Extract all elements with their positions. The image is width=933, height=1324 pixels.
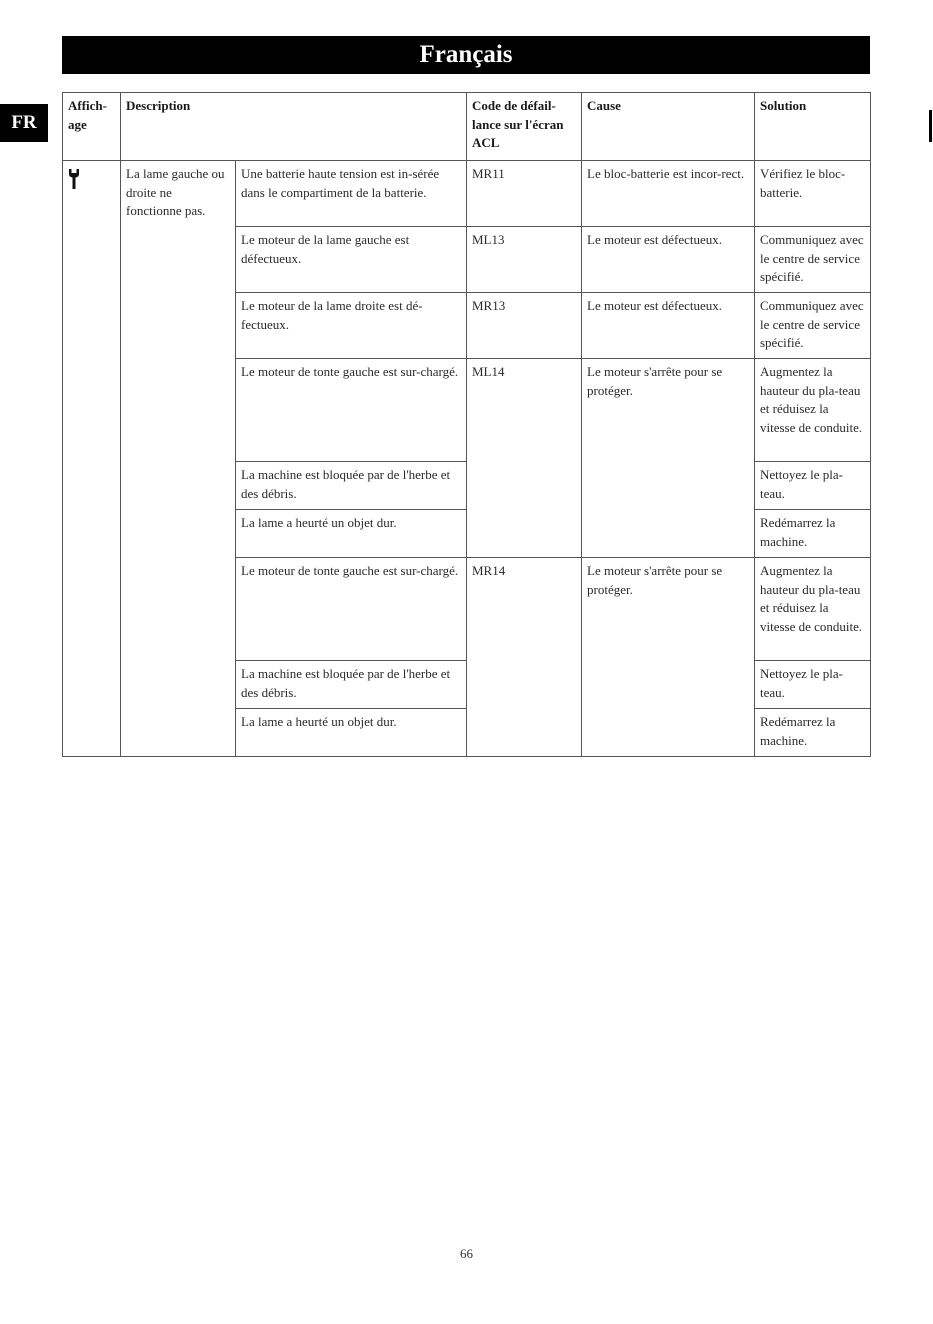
detail-cell: La machine est bloquée par de l'herbe et des débris. xyxy=(236,661,467,709)
detail-cell: La lame a heurté un objet dur. xyxy=(236,510,467,558)
cause-cell: Le bloc-batterie est incor-rect. xyxy=(582,161,755,227)
header-description: Description xyxy=(121,93,467,161)
header-solution: Solution xyxy=(755,93,871,161)
language-tab: FR xyxy=(0,104,48,142)
solution-cell: Augmentez la hauteur du pla-teau et réduisez la vitesse de conduite. xyxy=(755,359,871,462)
code-cell: ML13 xyxy=(467,227,582,293)
detail-cell: Le moteur de tonte gauche est sur-chargé. xyxy=(236,359,467,462)
code-cell: MR11 xyxy=(467,161,582,227)
solution-cell: Nettoyez le pla-teau. xyxy=(755,661,871,709)
code-cell: MR14 xyxy=(467,558,582,757)
cause-cell: Le moteur s'arrête pour se protéger. xyxy=(582,359,755,558)
detail-cell: Le moteur de la lame droite est dé-fectueux. xyxy=(236,293,467,359)
detail-cell: Le moteur de la lame gauche est défectueux. xyxy=(236,227,467,293)
wrench-icon xyxy=(68,168,80,196)
display-cell xyxy=(63,161,121,757)
solution-cell: Communiquez avec le centre de service spécifié. xyxy=(755,227,871,293)
detail-cell: Le moteur de tonte gauche est sur-chargé. xyxy=(236,558,467,661)
edge-marker xyxy=(929,110,932,142)
cause-cell: Le moteur est défectueux. xyxy=(582,227,755,293)
troubleshooting-table xyxy=(62,92,871,757)
detail-cell: Une batterie haute tension est in-sérée dans le compartiment de la batterie. xyxy=(236,161,467,227)
header-display: Affich-age xyxy=(63,93,121,161)
header-code: Code de défail-lance sur l'écran ACL xyxy=(467,93,582,161)
detail-cell: La lame a heurté un objet dur. xyxy=(236,709,467,757)
code-cell: ML14 xyxy=(467,359,582,558)
solution-cell: Redémarrez la machine. xyxy=(755,510,871,558)
detail-cell: La machine est bloquée par de l'herbe et des débris. xyxy=(236,462,467,510)
page-title: Français xyxy=(62,36,870,74)
page-number: 66 xyxy=(460,1246,473,1261)
solution-cell: Augmentez la hauteur du pla-teau et réduisez la vitesse de conduite. xyxy=(755,558,871,661)
cause-cell: Le moteur est défectueux. xyxy=(582,293,755,359)
solution-cell: Nettoyez le pla-teau. xyxy=(755,462,871,510)
code-cell: MR13 xyxy=(467,293,582,359)
symptom-cell: La lame gauche ou droite ne fonctionne pas. xyxy=(121,161,236,757)
table-header-row xyxy=(63,93,871,161)
solution-cell: Vérifiez le bloc-batterie. xyxy=(755,161,871,227)
solution-cell: Communiquez avec le centre de service spécifié. xyxy=(755,293,871,359)
cause-cell: Le moteur s'arrête pour se protéger. xyxy=(582,558,755,757)
solution-cell: Redémarrez la machine. xyxy=(755,709,871,757)
table-row xyxy=(63,161,871,227)
header-cause: Cause xyxy=(582,93,755,161)
